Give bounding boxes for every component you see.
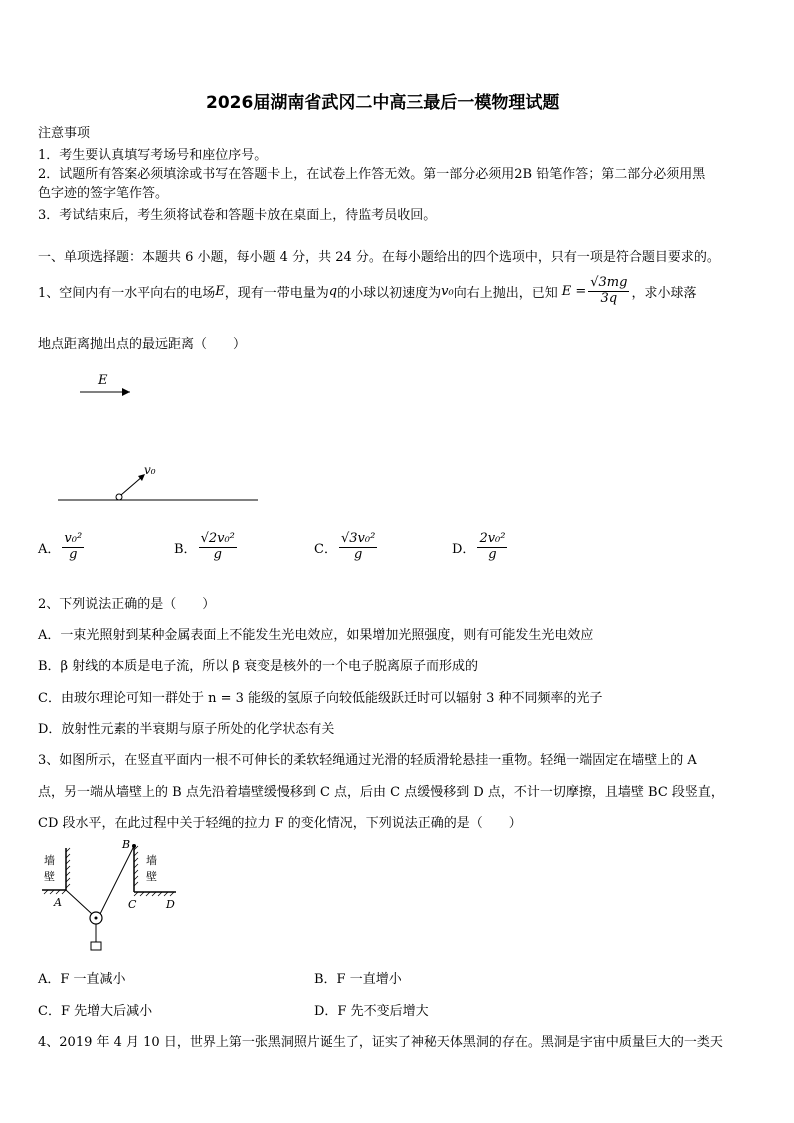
option-num: √2v₀² — [200, 531, 235, 546]
q1-option-d[interactable] — [452, 532, 509, 563]
q1-formula-num: √3mg — [590, 275, 628, 290]
question-4-stem: 4、2019 年 4 月 10 日，世界上第一张黑洞照片诞生了，证实了神秘天体黑洞的存在。黑洞是宇宙中质量巨大的一类天 — [38, 1035, 723, 1050]
q2-option-a[interactable]: A．一束光照射到某种金属表面上不能发生光电效应，如果增加光照强度，则有可能发生光电效应 — [38, 628, 594, 643]
option-den: g — [213, 546, 222, 562]
option-num: √3v₀² — [340, 531, 376, 546]
q1-text: 的小球以初速度为 — [337, 285, 442, 301]
page-title: 2026届湖南省武冈二中高三最后一模物理试题 — [206, 93, 560, 113]
velocity-v0-label: v₀ — [144, 463, 156, 477]
point-B-label: B — [122, 838, 131, 851]
point-A-label: A — [54, 896, 62, 909]
field-E-label: E — [98, 373, 108, 388]
wall-label: 壁 — [44, 870, 55, 883]
option-num: 2v₀² — [479, 531, 506, 546]
wall-label: 壁 — [146, 870, 157, 883]
q3-figure — [36, 838, 186, 958]
q1-option-b[interactable] — [174, 532, 239, 563]
option-num: v₀² — [64, 531, 83, 546]
option-den: g — [353, 546, 363, 562]
wall-label: 墙 — [44, 854, 55, 867]
q3-option-d[interactable]: D．F 先不变后增大 — [314, 1004, 429, 1019]
q1-text: ，求小球落 — [631, 285, 697, 301]
question-1-stem-line2: 地点距离抛出点的最远距离（ ） — [38, 337, 247, 352]
question-1-stem — [38, 276, 696, 307]
q1-formula-den: 3q — [600, 290, 618, 306]
option-label: D． — [452, 541, 476, 557]
q3-option-c[interactable]: C．F 先增大后减小 — [38, 1004, 153, 1019]
notice-item: 2．试题所有答案必须填涂或书写在答题卡上，在试卷上作答无效。第一部分必须用2B 铅笔作答；第二部分必须用黑 — [38, 167, 706, 182]
option-den: g — [69, 546, 78, 562]
option-label: A． — [38, 541, 61, 557]
question-3-stem: 点，另一端从墙壁上的 B 点先沿着墙壁缓慢移到 C 点，后由 C 点缓慢移到 D 点，不计一切摩擦，且墙壁 BC 段竖直， — [38, 785, 724, 800]
q1-text: ，现有一带电量为 — [224, 285, 329, 301]
q2-option-c[interactable]: C．由玻尔理论可知一群处于 n = 3 能级的氢原子向较低能级跃迁时可以辐射 3 种不同频率的光子 — [38, 691, 603, 706]
q1-option-a[interactable] — [38, 532, 86, 563]
wall-label: 墙 — [146, 854, 157, 867]
question-2-stem: 2、下列说法正确的是（ ） — [38, 597, 216, 612]
q2-option-d[interactable]: D．放射性元素的半衰期与原子所处的化学状态有关 — [38, 722, 335, 737]
point-C-label: C — [128, 898, 137, 911]
notice-heading: 注意事项 — [38, 126, 91, 141]
option-label: C． — [314, 541, 337, 557]
question-3-stem: CD 段水平，在此过程中关于轻绳的拉力 F 的变化情况，下列说法正确的是（ ） — [38, 816, 522, 831]
option-fraction — [339, 532, 377, 563]
question-3-stem: 3、如图所示，在竖直平面内一根不可伸长的柔软轻绳通过光滑的轻质滑轮悬挂一重物。轻绳一端固定在墙壁上的 A — [38, 753, 697, 768]
q1-figure — [50, 368, 270, 508]
q1-formula — [588, 276, 629, 307]
option-label: B． — [174, 541, 197, 557]
notice-item: 1．考生要认真填写考场号和座位序号。 — [38, 148, 268, 163]
q1-option-c[interactable] — [314, 532, 379, 563]
option-fraction — [199, 532, 237, 563]
option-fraction — [477, 532, 507, 563]
notice-item: 色字迹的签字笔作答。 — [38, 186, 169, 201]
q1-q: q — [328, 283, 338, 299]
q3-option-b[interactable]: B．F 一直增小 — [314, 972, 402, 987]
option-fraction — [62, 532, 84, 563]
point-D-label: D — [166, 898, 175, 911]
q1-text: 1、空间内有一水平向右的电场 — [38, 285, 216, 301]
section-heading: 一、单项选择题：本题共 6 小题，每小题 4 分，共 24 分。在每小题给出的四个选项中，只有一项是符合题目要求的。 — [38, 250, 720, 265]
notice-item: 3．考试结束后，考生须将试卷和答题卡放在桌面上，待监考员收回。 — [38, 208, 437, 223]
q1-text: 向右上抛出，已知 — [453, 285, 558, 301]
q3-option-a[interactable]: A．F 一直减小 — [38, 972, 126, 987]
q1-formula-lhs: E = — [561, 283, 587, 299]
q2-option-b[interactable]: B．β 射线的本质是电子流，所以 β 衰变是核外的一个电子脱离原子而形成的 — [38, 659, 478, 674]
q1-v0: v₀ — [441, 283, 454, 299]
option-den: g — [488, 546, 497, 562]
q1-E: E — [215, 283, 225, 299]
